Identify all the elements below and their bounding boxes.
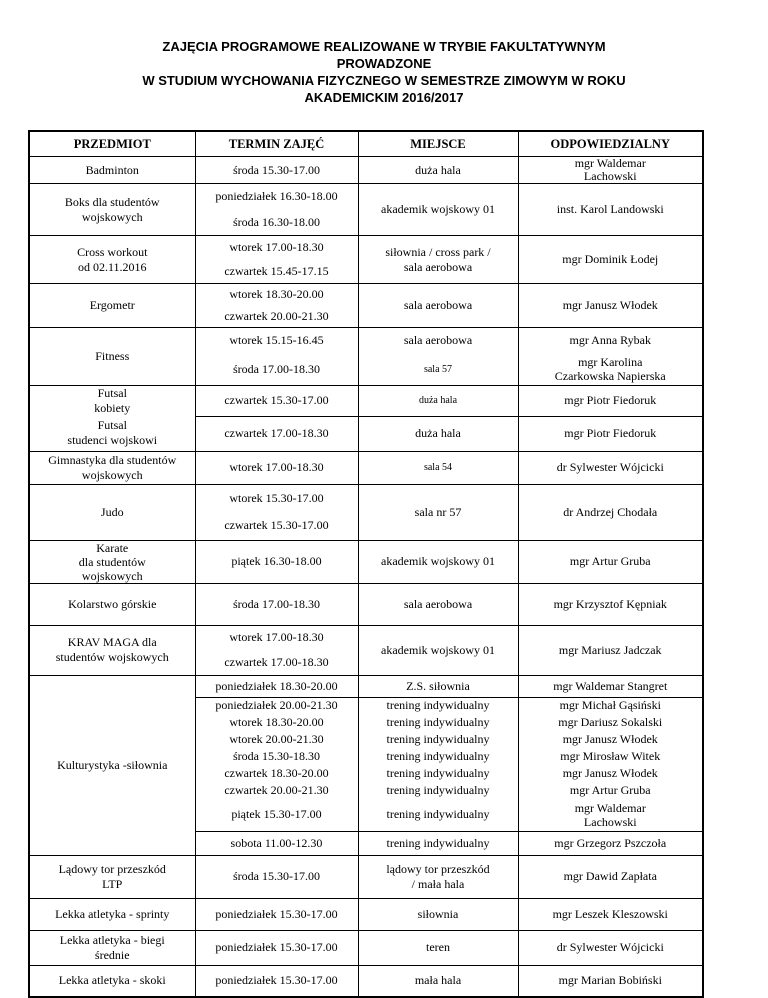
place-cell: akademik wojskowy 01: [358, 184, 518, 236]
responsible-line: mgr Waldemar: [574, 800, 646, 815]
table-row: [29, 328, 703, 354]
subject-cell: [29, 386, 195, 417]
table-row: [29, 157, 703, 184]
responsible-cell: mgr Grzegorz Pszczoła: [518, 831, 703, 855]
responsible-cell: mgr Janusz Włodek: [518, 284, 703, 328]
time-cell: poniedziałek 15.30-17.00: [195, 965, 358, 997]
table-row: [29, 416, 703, 451]
responsible-cell: mgr Dawid Zapłata: [518, 855, 703, 898]
title-line: AKADEMICKIM 2016/2017: [304, 90, 464, 105]
subject-line: Lądowy tor przeszkód: [58, 861, 166, 876]
time-cell: środa 15.30-18.30: [195, 748, 358, 765]
table-row: [29, 855, 703, 898]
table-row: [29, 184, 703, 210]
subject-line: kobiety: [94, 401, 131, 415]
time-cell: piątek 16.30-18.00: [195, 540, 358, 583]
place-line: / mała hala: [411, 876, 465, 891]
responsible-cell: [518, 354, 703, 386]
place-cell: sala 54: [358, 451, 518, 484]
place-line: sala aerobowa: [403, 259, 473, 274]
responsible-line: mgr Karolina: [578, 355, 643, 370]
subject-cell: [29, 184, 195, 236]
responsible-cell: mgr Piotr Fiedoruk: [518, 416, 703, 451]
table-row: [29, 898, 703, 930]
table-row: [29, 284, 703, 306]
place-cell: trening indywidualny: [358, 782, 518, 799]
responsible-cell: mgr Michał Gąsiński: [518, 697, 703, 714]
responsible-cell: mgr Leszek Kleszowski: [518, 898, 703, 930]
subject-cell: [29, 930, 195, 965]
subject-cell: Kulturystyka -siłownia: [29, 675, 195, 855]
time-cell: wtorek 17.00-18.30: [195, 625, 358, 650]
subject-line: Gimnastyka dla studentów: [48, 452, 177, 467]
responsible-cell: dr Andrzej Chodała: [518, 484, 703, 540]
place-cell: trening indywidualny: [358, 799, 518, 831]
time-cell: środa 17.00-18.30: [195, 583, 358, 625]
responsible-line: mgr Waldemar: [574, 156, 646, 170]
subject-line: Cross workout: [77, 244, 148, 259]
place-cell: siłownia: [358, 898, 518, 930]
table-row: [29, 386, 703, 417]
table-row: [29, 965, 703, 997]
time-cell: wtorek 17.00-18.30: [195, 451, 358, 484]
time-cell: środa 15.30-17.00: [195, 157, 358, 184]
time-cell: poniedziałek 15.30-17.00: [195, 898, 358, 930]
time-cell: wtorek 18.30-20.00: [195, 714, 358, 731]
time-cell: czwartek 15.30-17.00: [195, 512, 358, 540]
table-row: [29, 451, 703, 484]
responsible-cell: mgr Janusz Włodek: [518, 765, 703, 782]
responsible-cell: dr Sylwester Wójcicki: [518, 930, 703, 965]
time-cell: czwartek 17.00-18.30: [195, 650, 358, 675]
responsible-cell: mgr Waldemar Stangret: [518, 675, 703, 697]
table-header-row: [29, 131, 703, 157]
subject-cell: [29, 855, 195, 898]
responsible-cell: dr Sylwester Wójcicki: [518, 451, 703, 484]
time-cell: wtorek 20.00-21.30: [195, 731, 358, 748]
time-cell: poniedziałek 20.00-21.30: [195, 697, 358, 714]
place-cell: duża hala: [358, 157, 518, 184]
place-cell: [358, 855, 518, 898]
responsible-line: Lachowski: [583, 814, 637, 829]
subject-cell: Ergometr: [29, 284, 195, 328]
place-cell: mała hala: [358, 965, 518, 997]
subject-cell: [29, 416, 195, 451]
title-line: PROWADZONE: [336, 56, 432, 71]
subject-cell: Lekka atletyka - sprinty: [29, 898, 195, 930]
subject-cell: Kolarstwo górskie: [29, 583, 195, 625]
subject-line: studentów wojskowych: [55, 650, 169, 664]
subject-cell: [29, 451, 195, 484]
responsible-cell: mgr Piotr Fiedoruk: [518, 386, 703, 417]
time-cell: czwartek 15.45-17.15: [195, 260, 358, 284]
subject-cell: [29, 625, 195, 675]
responsible-cell: mgr Dariusz Sokalski: [518, 714, 703, 731]
time-cell: wtorek 18.30-20.00: [195, 284, 358, 306]
table-row: [29, 930, 703, 965]
responsible-cell: mgr Anna Rybak: [518, 328, 703, 354]
place-cell: trening indywidualny: [358, 714, 518, 731]
subject-line: dla studentów: [78, 554, 146, 569]
place-cell: teren: [358, 930, 518, 965]
subject-line: Lekka atletyka - biegi: [59, 932, 165, 947]
responsible-cell: [518, 799, 703, 831]
responsible-cell: mgr Marian Bobiński: [518, 965, 703, 997]
subject-cell: Lekka atletyka - skoki: [29, 965, 195, 997]
subject-line: Futsal: [97, 386, 127, 400]
responsible-cell: mgr Mariusz Jadczak: [518, 625, 703, 675]
time-cell: środa 16.30-18.00: [195, 210, 358, 236]
responsible-cell: mgr Mirosław Witek: [518, 748, 703, 765]
table-row: [29, 583, 703, 625]
schedule-table: [28, 130, 704, 998]
place-cell: trening indywidualny: [358, 731, 518, 748]
subject-line: od 02.11.2016: [77, 259, 147, 274]
subject-line: wojskowych: [81, 209, 143, 224]
subject-line: średnie: [94, 947, 130, 962]
table-row: [29, 675, 703, 697]
place-cell: Z.S. siłownia: [358, 675, 518, 697]
subject-cell: [29, 540, 195, 583]
responsible-line: Czarkowska Napierska: [554, 369, 666, 384]
responsible-cell: mgr Artur Gruba: [518, 782, 703, 799]
place-cell: trening indywidualny: [358, 765, 518, 782]
title-line: W STUDIUM WYCHOWANIA FIZYCZNEGO W SEMESTRZE ZIMOWYM W ROKU: [142, 73, 626, 88]
table-row: [29, 484, 703, 512]
title-line: ZAJĘCIA PROGRAMOWE REALIZOWANE W TRYBIE FAKULTATYWNYM: [162, 39, 606, 54]
time-cell: poniedziałek 16.30-18.00: [195, 184, 358, 210]
subject-line: KRAV MAGA dla: [67, 635, 157, 649]
place-cell: akademik wojskowy 01: [358, 540, 518, 583]
time-cell: środa 17.00-18.30: [195, 354, 358, 386]
time-cell: czwartek 20.00-21.30: [195, 782, 358, 799]
table-row: [29, 625, 703, 650]
responsible-cell: mgr Krzysztof Kępniak: [518, 583, 703, 625]
time-cell: poniedziałek 18.30-20.00: [195, 675, 358, 697]
time-cell: czwartek 17.00-18.30: [195, 416, 358, 451]
time-cell: czwartek 15.30-17.00: [195, 386, 358, 417]
place-cell: sala aerobowa: [358, 328, 518, 354]
subject-cell: Badminton: [29, 157, 195, 184]
responsible-cell: inst. Karol Landowski: [518, 184, 703, 236]
subject-line: Karate: [96, 540, 129, 555]
time-cell: czwartek 18.30-20.00: [195, 765, 358, 782]
place-cell: sala nr 57: [358, 484, 518, 540]
table-row: [29, 540, 703, 583]
time-cell: poniedziałek 15.30-17.00: [195, 930, 358, 965]
subject-line: LTP: [102, 876, 123, 891]
place-cell: [358, 236, 518, 284]
time-cell: czwartek 20.00-21.30: [195, 306, 358, 328]
header-time: TERMIN ZAJĘĆ: [195, 131, 358, 157]
time-cell: wtorek 15.15-16.45: [195, 328, 358, 354]
time-cell: wtorek 17.00-18.30: [195, 236, 358, 260]
place-cell: sala aerobowa: [358, 284, 518, 328]
time-cell: piątek 15.30-17.00: [195, 799, 358, 831]
subject-line: wojskowych: [81, 568, 143, 583]
subject-cell: Judo: [29, 484, 195, 540]
time-cell: sobota 11.00-12.30: [195, 831, 358, 855]
responsible-cell: mgr Janusz Włodek: [518, 731, 703, 748]
subject-line: Boks dla studentów: [64, 194, 160, 209]
time-cell: wtorek 15.30-17.00: [195, 484, 358, 512]
table-row: [29, 236, 703, 260]
responsible-cell: mgr Dominik Łodej: [518, 236, 703, 284]
subject-line: wojskowych: [81, 467, 143, 482]
document-title: [0, 38, 768, 106]
responsible-cell: mgr Artur Gruba: [518, 540, 703, 583]
place-line: siłownia / cross park /: [385, 244, 491, 259]
time-cell: środa 15.30-17.00: [195, 855, 358, 898]
place-cell: sala aerobowa: [358, 583, 518, 625]
place-cell: sala 57: [358, 354, 518, 386]
place-line: lądowy tor przeszkód: [386, 861, 490, 876]
subject-cell: [29, 236, 195, 284]
header-responsible: ODPOWIEDZIALNY: [518, 131, 703, 157]
subject-line: Futsal: [97, 418, 127, 433]
place-cell: trening indywidualny: [358, 697, 518, 714]
place-cell: duża hala: [358, 416, 518, 451]
responsible-cell: [518, 157, 703, 184]
place-cell: trening indywidualny: [358, 831, 518, 855]
subject-line: studenci wojskowi: [67, 433, 158, 448]
place-cell: trening indywidualny: [358, 748, 518, 765]
header-subject: PRZEDMIOT: [73, 136, 151, 151]
responsible-line: Lachowski: [583, 169, 637, 183]
subject-cell: Fitness: [29, 328, 195, 386]
header-place: MIEJSCE: [358, 131, 518, 157]
place-cell: akademik wojskowy 01: [358, 625, 518, 675]
place-cell: duża hala: [358, 386, 518, 417]
